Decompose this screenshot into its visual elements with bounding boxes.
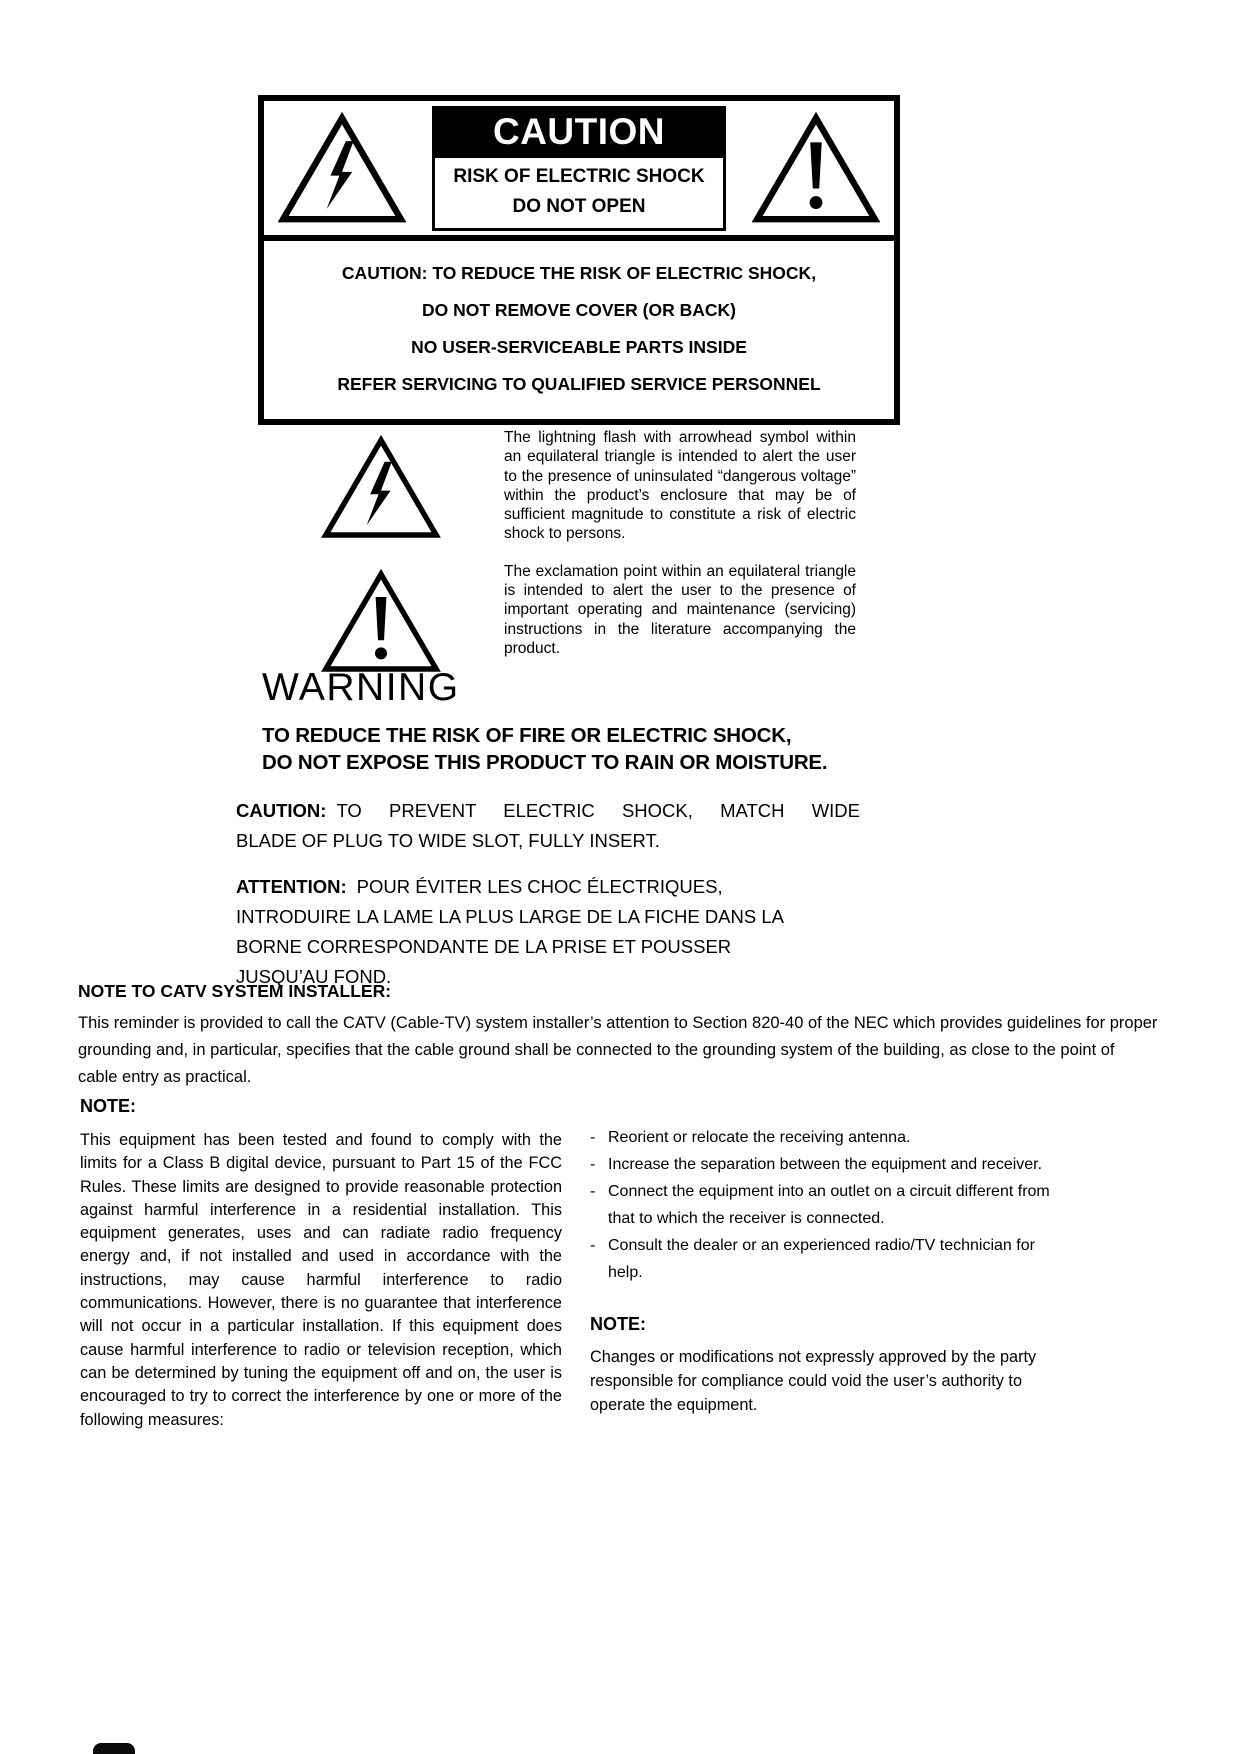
catv-note-heading: NOTE TO CATV SYSTEM INSTALLER:: [78, 981, 392, 1001]
attention-note-line-1: [236, 872, 860, 902]
attention-note-line-3: BORNE CORRESPONDANTE DE LA PRISE ET POUSSER: [236, 936, 732, 957]
caution-note-line-2: BLADE OF PLUG TO WIDE SLOT, FULLY INSERT.: [236, 830, 660, 851]
list-item-marker: -: [590, 1129, 596, 1146]
risk-line-2: DO NOT OPEN: [512, 195, 646, 217]
exclamation-explanation-row: [258, 562, 864, 674]
catv-note-body: This reminder is provided to call the CATV (Cable-TV) system installer’s attention to Section 820-40 of the NEC which provides guidelines for proper grounding and, in particular, specifies that the cable ground shall be connected to the grounding system of the building, as close to the point of cable entry as practical.: [78, 1014, 1158, 1086]
caution-text-line: NO USER-SERVICEABLE PARTS INSIDE: [411, 337, 747, 357]
list-item-marker: -: [590, 1156, 596, 1173]
caution-text-line: REFER SERVICING TO QUALIFIED SERVICE PERSONNEL: [337, 374, 821, 394]
caution-plug-note: [236, 796, 860, 856]
lightning-explanation-row: [258, 428, 864, 544]
risk-box: [432, 158, 726, 231]
caution-panel-symbols: [264, 101, 894, 241]
list-item-text: Consult the dealer or an experienced radio/TV technician for help.: [608, 1237, 1035, 1281]
warning-text: [262, 722, 827, 776]
list-item: [590, 1178, 1068, 1232]
measures-list: [590, 1124, 1068, 1286]
lightning-icon-column: [258, 428, 504, 540]
fcc-note-section: [80, 1096, 562, 1432]
compliance-note-heading: NOTE:: [590, 1314, 646, 1334]
exclamation-triangle-icon: [321, 568, 441, 674]
lightning-triangle-icon: [278, 111, 406, 225]
caution-panel-text: [264, 241, 894, 419]
page-edge-mark: [93, 1743, 135, 1754]
exclamation-explanation-text: The exclamation point within an equilateral triangle is intended to alert the user to the presence of important operating and maintenance (servicing) instructions in the literature accompanying the product.: [504, 562, 856, 657]
attention-note-line-4: JUSQU’AU FOND.: [236, 966, 392, 987]
exclamation-triangle-icon: [752, 111, 880, 225]
exclamation-icon-column: [258, 562, 504, 674]
fcc-measures-section: [590, 1124, 1068, 1417]
warning-line-1: TO REDUCE THE RISK OF FIRE OR ELECTRIC SHOCK,: [262, 724, 792, 747]
caution-text-line: CAUTION: TO REDUCE THE RISK OF ELECTRIC SHOCK,: [341, 263, 817, 283]
caution-center-block: [432, 106, 726, 231]
list-item-text: Connect the equipment into an outlet on a circuit different from that to which the receiver is connected.: [608, 1183, 1050, 1227]
plug-notes: [236, 796, 860, 992]
caution-panel: [258, 95, 900, 425]
list-item: [590, 1151, 1068, 1178]
caution-note-line-1: [236, 796, 860, 826]
list-item-text: Increase the separation between the equipment and receiver.: [608, 1156, 1043, 1173]
fcc-note-heading: NOTE:: [80, 1096, 136, 1116]
list-item-marker: -: [590, 1183, 596, 1200]
caution-banner: CAUTION: [432, 106, 726, 158]
warning-block: [262, 666, 827, 776]
lightning-explanation-text: The lightning flash with arrowhead symbol within an equilateral triangle is intended to alert the user to the presence of uninsulated “dangerous voltage” within the product’s enclosure that may be of sufficient magnitude to constitute a risk of electric shock to persons.: [504, 429, 856, 543]
attention-note-line-2: INTRODUIRE LA LAME LA PLUS LARGE DE LA FICHE DANS LA: [236, 906, 784, 927]
caution-text-line: DO NOT REMOVE COVER (OR BACK): [421, 300, 737, 320]
caution-note-text: TO PREVENT ELECTRIC SHOCK, MATCH WIDE: [336, 800, 860, 821]
list-item: [590, 1124, 1068, 1151]
fcc-note-body: This equipment has been tested and found to comply with the limits for a Class B digital device, pursuant to Part 15 of the FCC Rules. These limits are designed to provide reasonable protection against harmful interference in a residential installation. This equipment generates, uses and can radiate radio frequency energy and, if not installed and used in accordance with the instructions, may cause harmful interference to radio communications. However, there is no guarantee that interference will not occur in a particular installation. If this equipment does cause harmful interference to radio or television reception, which can be determined by tuning the equipment off and on, the user is encouraged to try to correct the interference by one or more of the following measures:: [80, 1131, 562, 1429]
warning-title: WARNING: [262, 666, 460, 709]
attention-note-text: POUR ÉVITER LES CHOC ÉLECTRIQUES,: [356, 876, 723, 897]
list-item-text: Reorient or relocate the receiving antenna.: [608, 1129, 911, 1146]
risk-line-1: RISK OF ELECTRIC SHOCK: [453, 165, 705, 187]
lightning-triangle-icon: [321, 434, 441, 540]
attention-note: [236, 872, 860, 992]
list-item-marker: -: [590, 1237, 596, 1254]
list-item: [590, 1232, 1068, 1286]
attention-note-label: ATTENTION:: [236, 876, 347, 897]
warning-line-2: DO NOT EXPOSE THIS PRODUCT TO RAIN OR MOISTURE.: [262, 751, 828, 774]
symbol-explanations: [258, 428, 864, 674]
caution-note-label: CAUTION:: [236, 800, 327, 821]
compliance-note-body: Changes or modifications not expressly approved by the party responsible for compliance could void the user’s authority to operate the equipment.: [590, 1348, 1037, 1414]
catv-installer-note: [78, 981, 1158, 1091]
